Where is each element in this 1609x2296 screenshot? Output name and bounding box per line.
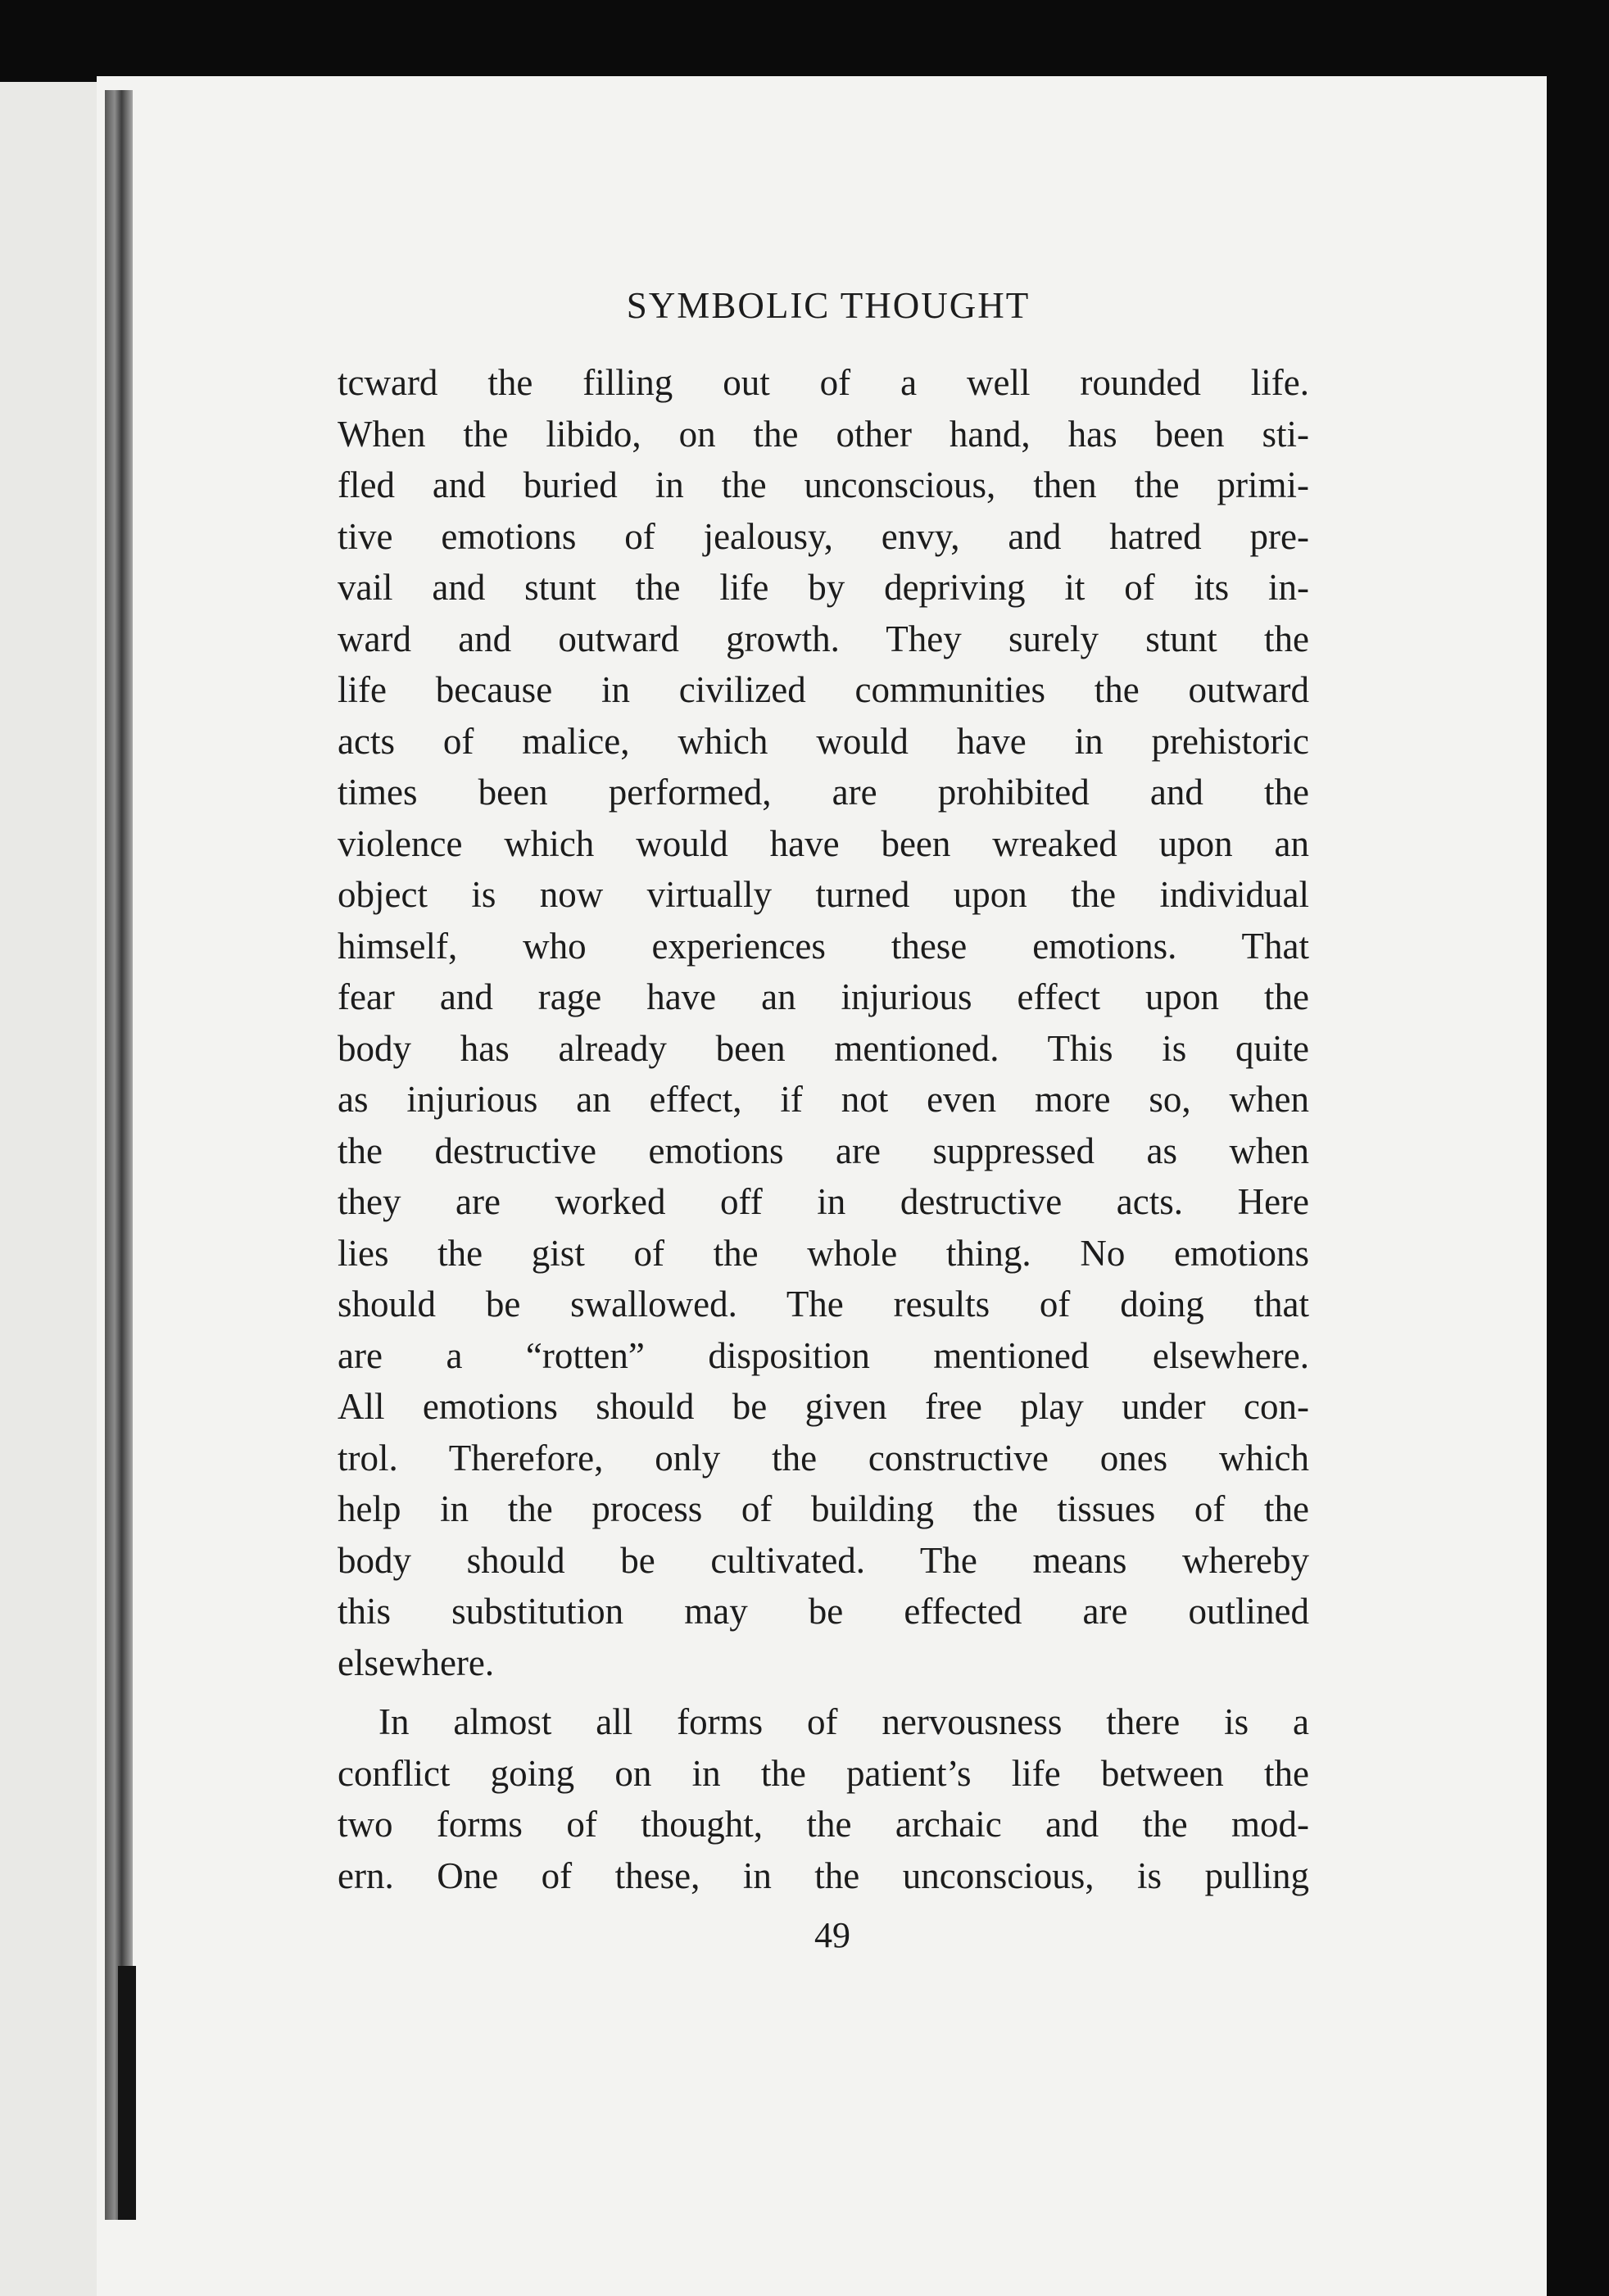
text-line: himself, who experiences these emotions. That [338, 925, 1309, 967]
text-line: the destructive emotions are suppressed as when [338, 1130, 1309, 1171]
text-line: life because in civilized communities the outward [338, 669, 1309, 710]
text-line: body has already been mentioned. This is quite [338, 1027, 1309, 1069]
page-text [338, 280, 1309, 1960]
text-line: help in the process of building the tissues of the [338, 1488, 1309, 1529]
text-line: two forms of thought, the archaic and the mod- [338, 1804, 1309, 1845]
text-line: lies the gist of the whole thing. No emotions [338, 1232, 1309, 1274]
page-number: 49 [814, 1915, 850, 1955]
text-line: fled and buried in the unconscious, then the primi- [338, 464, 1309, 505]
text-line: All emotions should be given free play under con- [338, 1386, 1309, 1427]
text-line: elsewhere. [338, 1642, 495, 1683]
text-line: are a “rotten” disposition mentioned elsewhere. [338, 1334, 1309, 1376]
text-line: this substitution may be effected are outlined [338, 1591, 1309, 1632]
text-line: When the libido, on the other hand, has been sti- [338, 413, 1309, 455]
text-line: tcward the filling out of a well rounded life. [338, 362, 1309, 403]
paragraph-1 [338, 357, 1309, 1688]
paragraph-2 [338, 1696, 1309, 1901]
facing-page-edge [0, 82, 97, 2296]
text-line: body should be cultivated. The means whereby [338, 1539, 1309, 1581]
book-gutter-dark [118, 1966, 136, 2220]
book-gutter-shadow [105, 90, 133, 2220]
text-line: as injurious an effect, if not even more so, when [338, 1079, 1309, 1120]
text-line: ern. One of these, in the unconscious, is pulling [338, 1854, 1309, 1896]
text-line: vail and stunt the life by depriving it of its in- [338, 567, 1309, 608]
text-line: object is now virtually turned upon the individual [338, 874, 1309, 915]
text-line: trol. Therefore, only the constructive ones which [338, 1437, 1309, 1479]
text-line: In almost all forms of nervousness there is a [378, 1701, 1309, 1742]
text-line: fear and rage have an injurious effect upon the [338, 976, 1309, 1017]
running-head: SYMBOLIC THOUGHT [626, 285, 1031, 326]
text-line: conflict going on in the patient’s life between the [338, 1752, 1309, 1794]
text-line: violence which would have been wreaked upon an [338, 822, 1309, 864]
text-line: should be swallowed. The results of doing that [338, 1284, 1309, 1325]
text-line: tive emotions of jealousy, envy, and hatred pre- [338, 515, 1309, 557]
text-line: ward and outward growth. They surely stunt the [338, 618, 1309, 659]
text-line: acts of malice, which would have in prehistoric [338, 720, 1309, 762]
text-line: times been performed, are prohibited and the [338, 772, 1309, 813]
text-line: they are worked off in destructive acts. Here [338, 1181, 1309, 1222]
